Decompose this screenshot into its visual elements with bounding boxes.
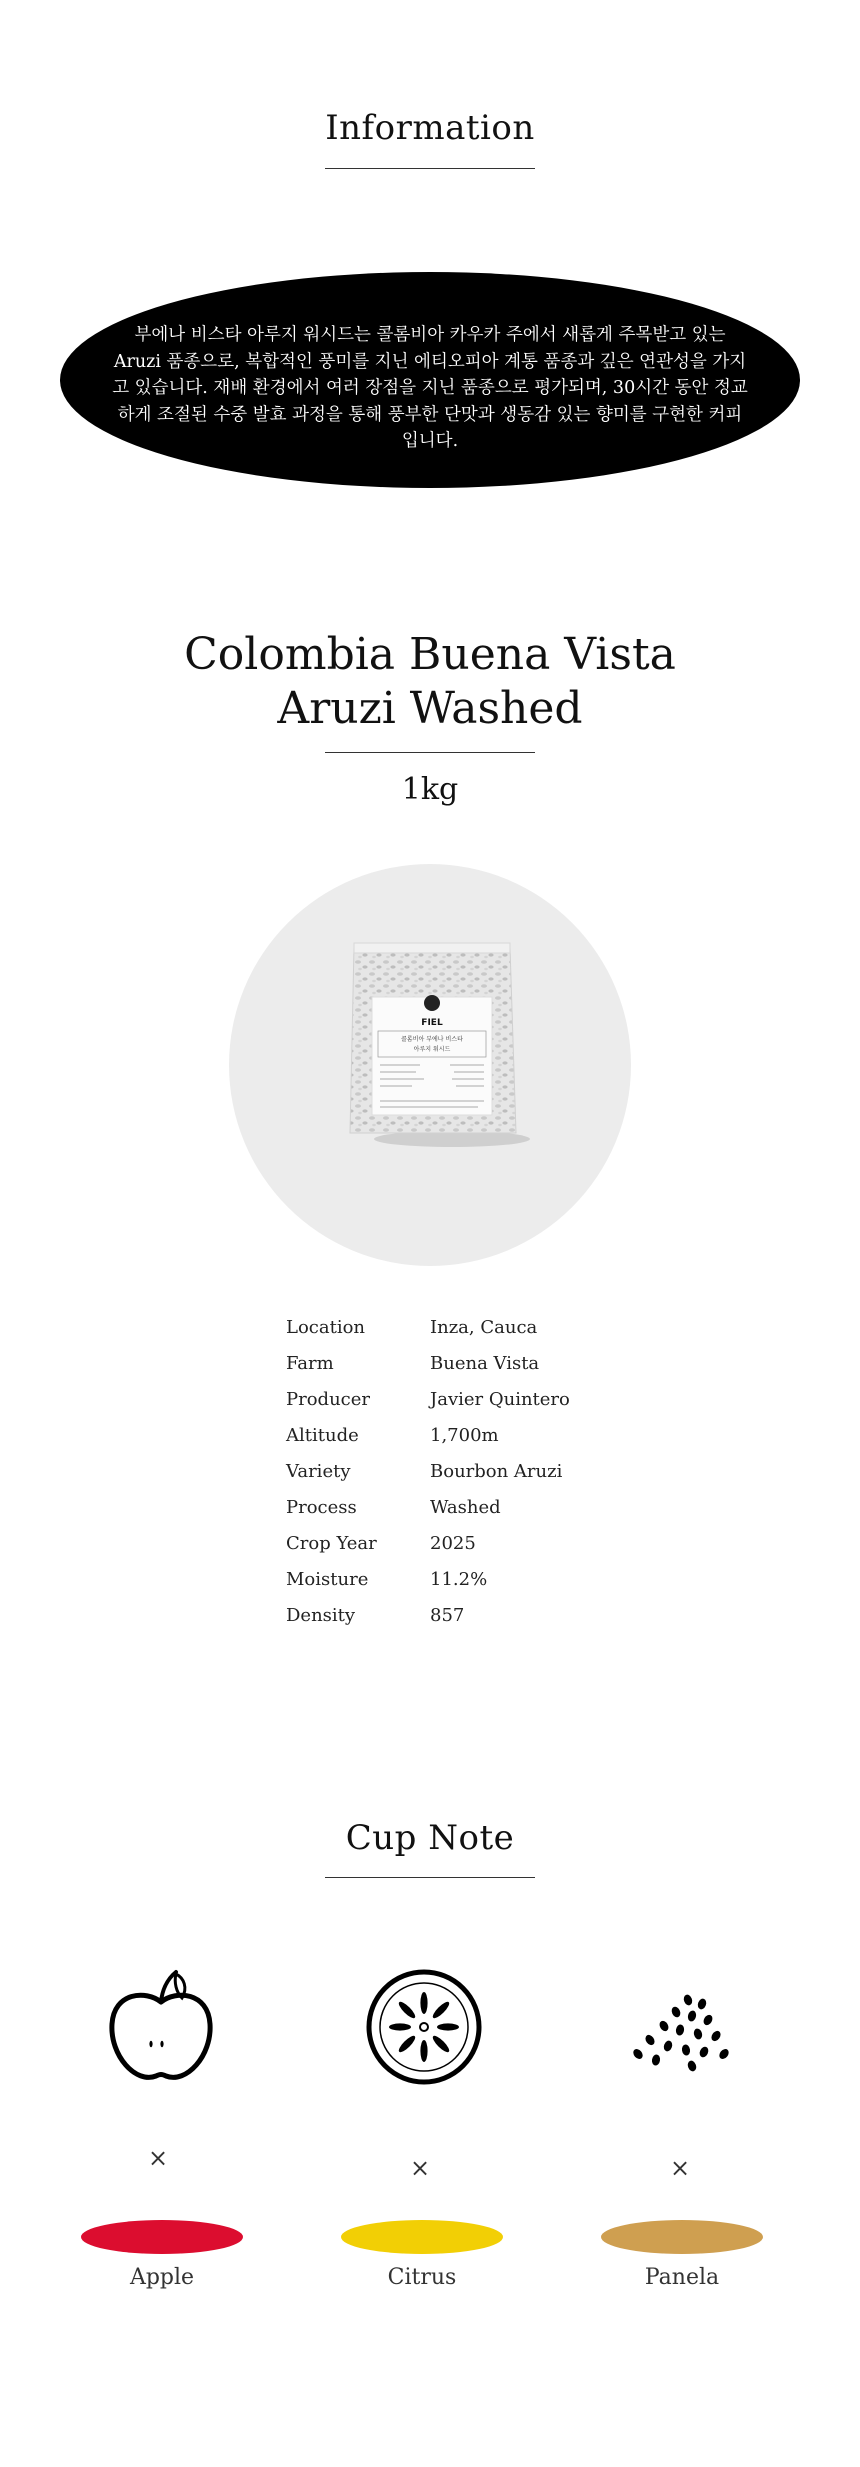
apple-color-swatch [81,2220,243,2254]
times-icon-apple: × [147,2144,169,2172]
cup-note-divider [325,1877,535,1878]
note-label-apple: Apple [129,2265,195,2290]
bag-brand: FIEL [421,1018,443,1028]
spec-row-farm: Farm Buena Vista [286,1353,540,1374]
cup-note-title: Cup Note [345,1818,515,1858]
spec-row-process: Process Washed [286,1497,501,1518]
note-label-citrus: Citrus [387,2265,457,2290]
coffee-bag-image [340,935,540,1150]
product-name-line1: Colombia Buena Vista [184,629,676,680]
information-divider [325,168,535,169]
product-name-line2: Aruzi Washed [277,683,583,734]
spec-row-variety: Variety Bourbon Aruzi [286,1461,563,1482]
spec-row-altitude: Altitude 1,700m [286,1425,499,1446]
bag-label-line1: 콜롬비아 부에나 비스타 [401,1036,463,1043]
intro-description: 부에나 비스타 아루지 워시드는 콜롬비아 카우카 주에서 새롭게 주목받고 있는 Aruzi 품종으로, 복합적인 풍미를 지닌 에티오피아 계통 품종과 깊은 연관성을 가지고 있습니다. 재배 환경에서 여러 장점을 지닌 품종으로 평가되며, 30시간 동안 정교하게 조절된 수중 발효 과정을 통해 풍부한 단맛과 생동감 있는 향미를 구현한 커피입니다. [112,325,748,451]
spec-row-density: Density 857 [286,1605,465,1626]
times-icon-panela: × [669,2154,691,2182]
spec-row-location: Location Inza, Cauca [286,1317,538,1338]
times-icon-citrus: × [409,2154,431,2182]
note-label-panela: Panela [644,2265,720,2290]
spec-row-moisture: Moisture 11.2% [286,1569,488,1590]
bag-label-line2: 아루지 워시드 [413,1046,451,1053]
spec-table [286,1317,570,1641]
information-title: Information [325,108,535,148]
product-divider [325,752,535,753]
spec-row-producer: Producer Javier Quintero [286,1389,570,1410]
spec-row-crop-year: Crop Year 2025 [286,1533,476,1554]
citrus-icon [364,1967,484,2087]
citrus-color-swatch [341,2220,503,2254]
apple-icon [106,1968,216,2088]
product-weight: 1kg [401,772,459,807]
panela-icon [628,1992,738,2072]
panela-color-swatch [601,2220,763,2254]
